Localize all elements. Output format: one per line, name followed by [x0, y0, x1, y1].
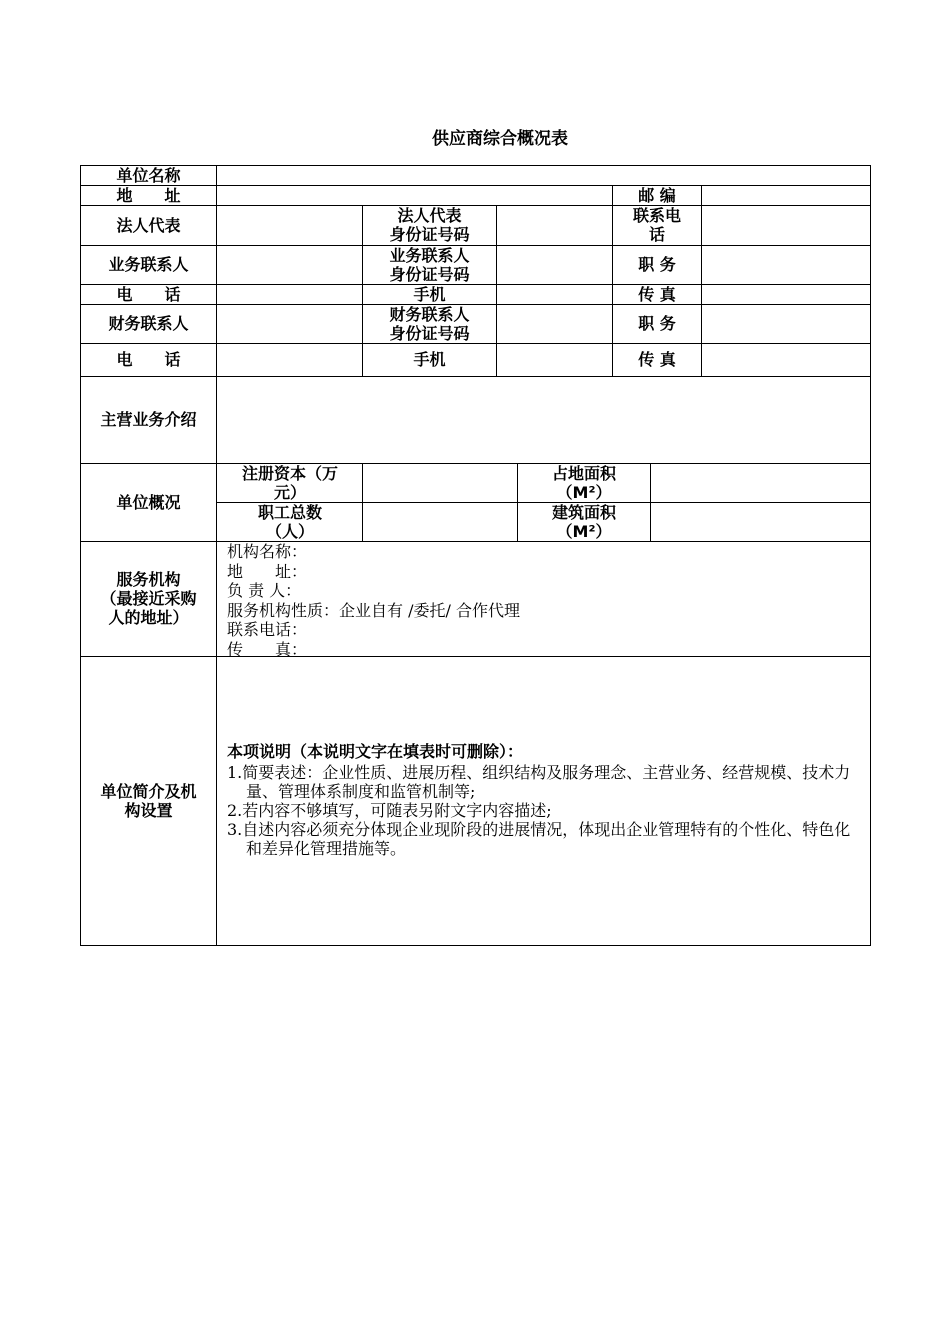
- service-org-info: 机构名称： 地 址： 负 责 人： 服务机构性质：企业自有 /委托/ 合作代理 联系电话： 传 真：: [227, 542, 520, 659]
- label-service-org: 服务机构 （最接近采购 人的地址）: [100, 570, 197, 627]
- label-unit-name: 单位名称: [116, 165, 181, 185]
- note-heading: 本项说明（本说明文字在填表时可删除）：: [227, 742, 524, 761]
- label-reg-capital: 注册资本（万 元）: [241, 463, 338, 502]
- label-land-area: 占地面积 （M²）: [551, 463, 616, 502]
- col-line: [870, 165, 871, 946]
- label-biz-contact-id: 业务联系人 身份证号码: [389, 245, 470, 284]
- label-address: 地 址: [116, 185, 181, 205]
- label-contact-phone: 联系电 话: [632, 206, 681, 244]
- label-mobile: 手机: [413, 284, 446, 304]
- note-item: 3.自述内容必须充分体现企业现阶段的进展情况，体现出企业管理特有的个性化、特色化和差异化管理措施等。: [227, 820, 851, 858]
- label-main-business: 主营业务介绍: [100, 410, 197, 429]
- row-line: [80, 945, 871, 946]
- note-item: 1.简要表述：企业性质、进展历程、组织结构及服务理念、主营业务、经营规模、技术力量、管理体系制度和监管机制等;: [227, 763, 851, 801]
- label-phone: 电 话: [116, 284, 181, 304]
- label-staff-total: 职工总数 （人）: [257, 502, 322, 541]
- label-unit-overview: 单位概况: [116, 492, 181, 512]
- label-position: 职 务: [638, 255, 676, 274]
- label-fin-contact: 财务联系人: [108, 314, 189, 333]
- label-biz-contact: 业务联系人: [108, 255, 189, 274]
- label-phone-2: 电 话: [116, 350, 181, 369]
- label-postcode: 邮 编: [638, 185, 676, 205]
- label-legal-rep-id: 法人代表 身份证号码: [389, 206, 470, 244]
- intro-note: [227, 742, 863, 858]
- label-intro: 单位简介及机 构设置: [100, 781, 197, 820]
- page-title: 供应商综合概况表: [432, 129, 568, 149]
- label-legal-rep: 法人代表: [116, 215, 181, 235]
- label-mobile-2: 手机: [413, 350, 446, 369]
- label-building-area: 建筑面积 （M²）: [551, 502, 616, 541]
- label-position-2: 职 务: [638, 314, 676, 333]
- label-fax-2: 传 真: [638, 350, 676, 369]
- note-item: 2.若内容不够填写，可随表另附文字内容描述;: [227, 801, 552, 820]
- label-fax: 传 真: [638, 284, 676, 304]
- label-fin-contact-id: 财务联系人 身份证号码: [389, 304, 470, 343]
